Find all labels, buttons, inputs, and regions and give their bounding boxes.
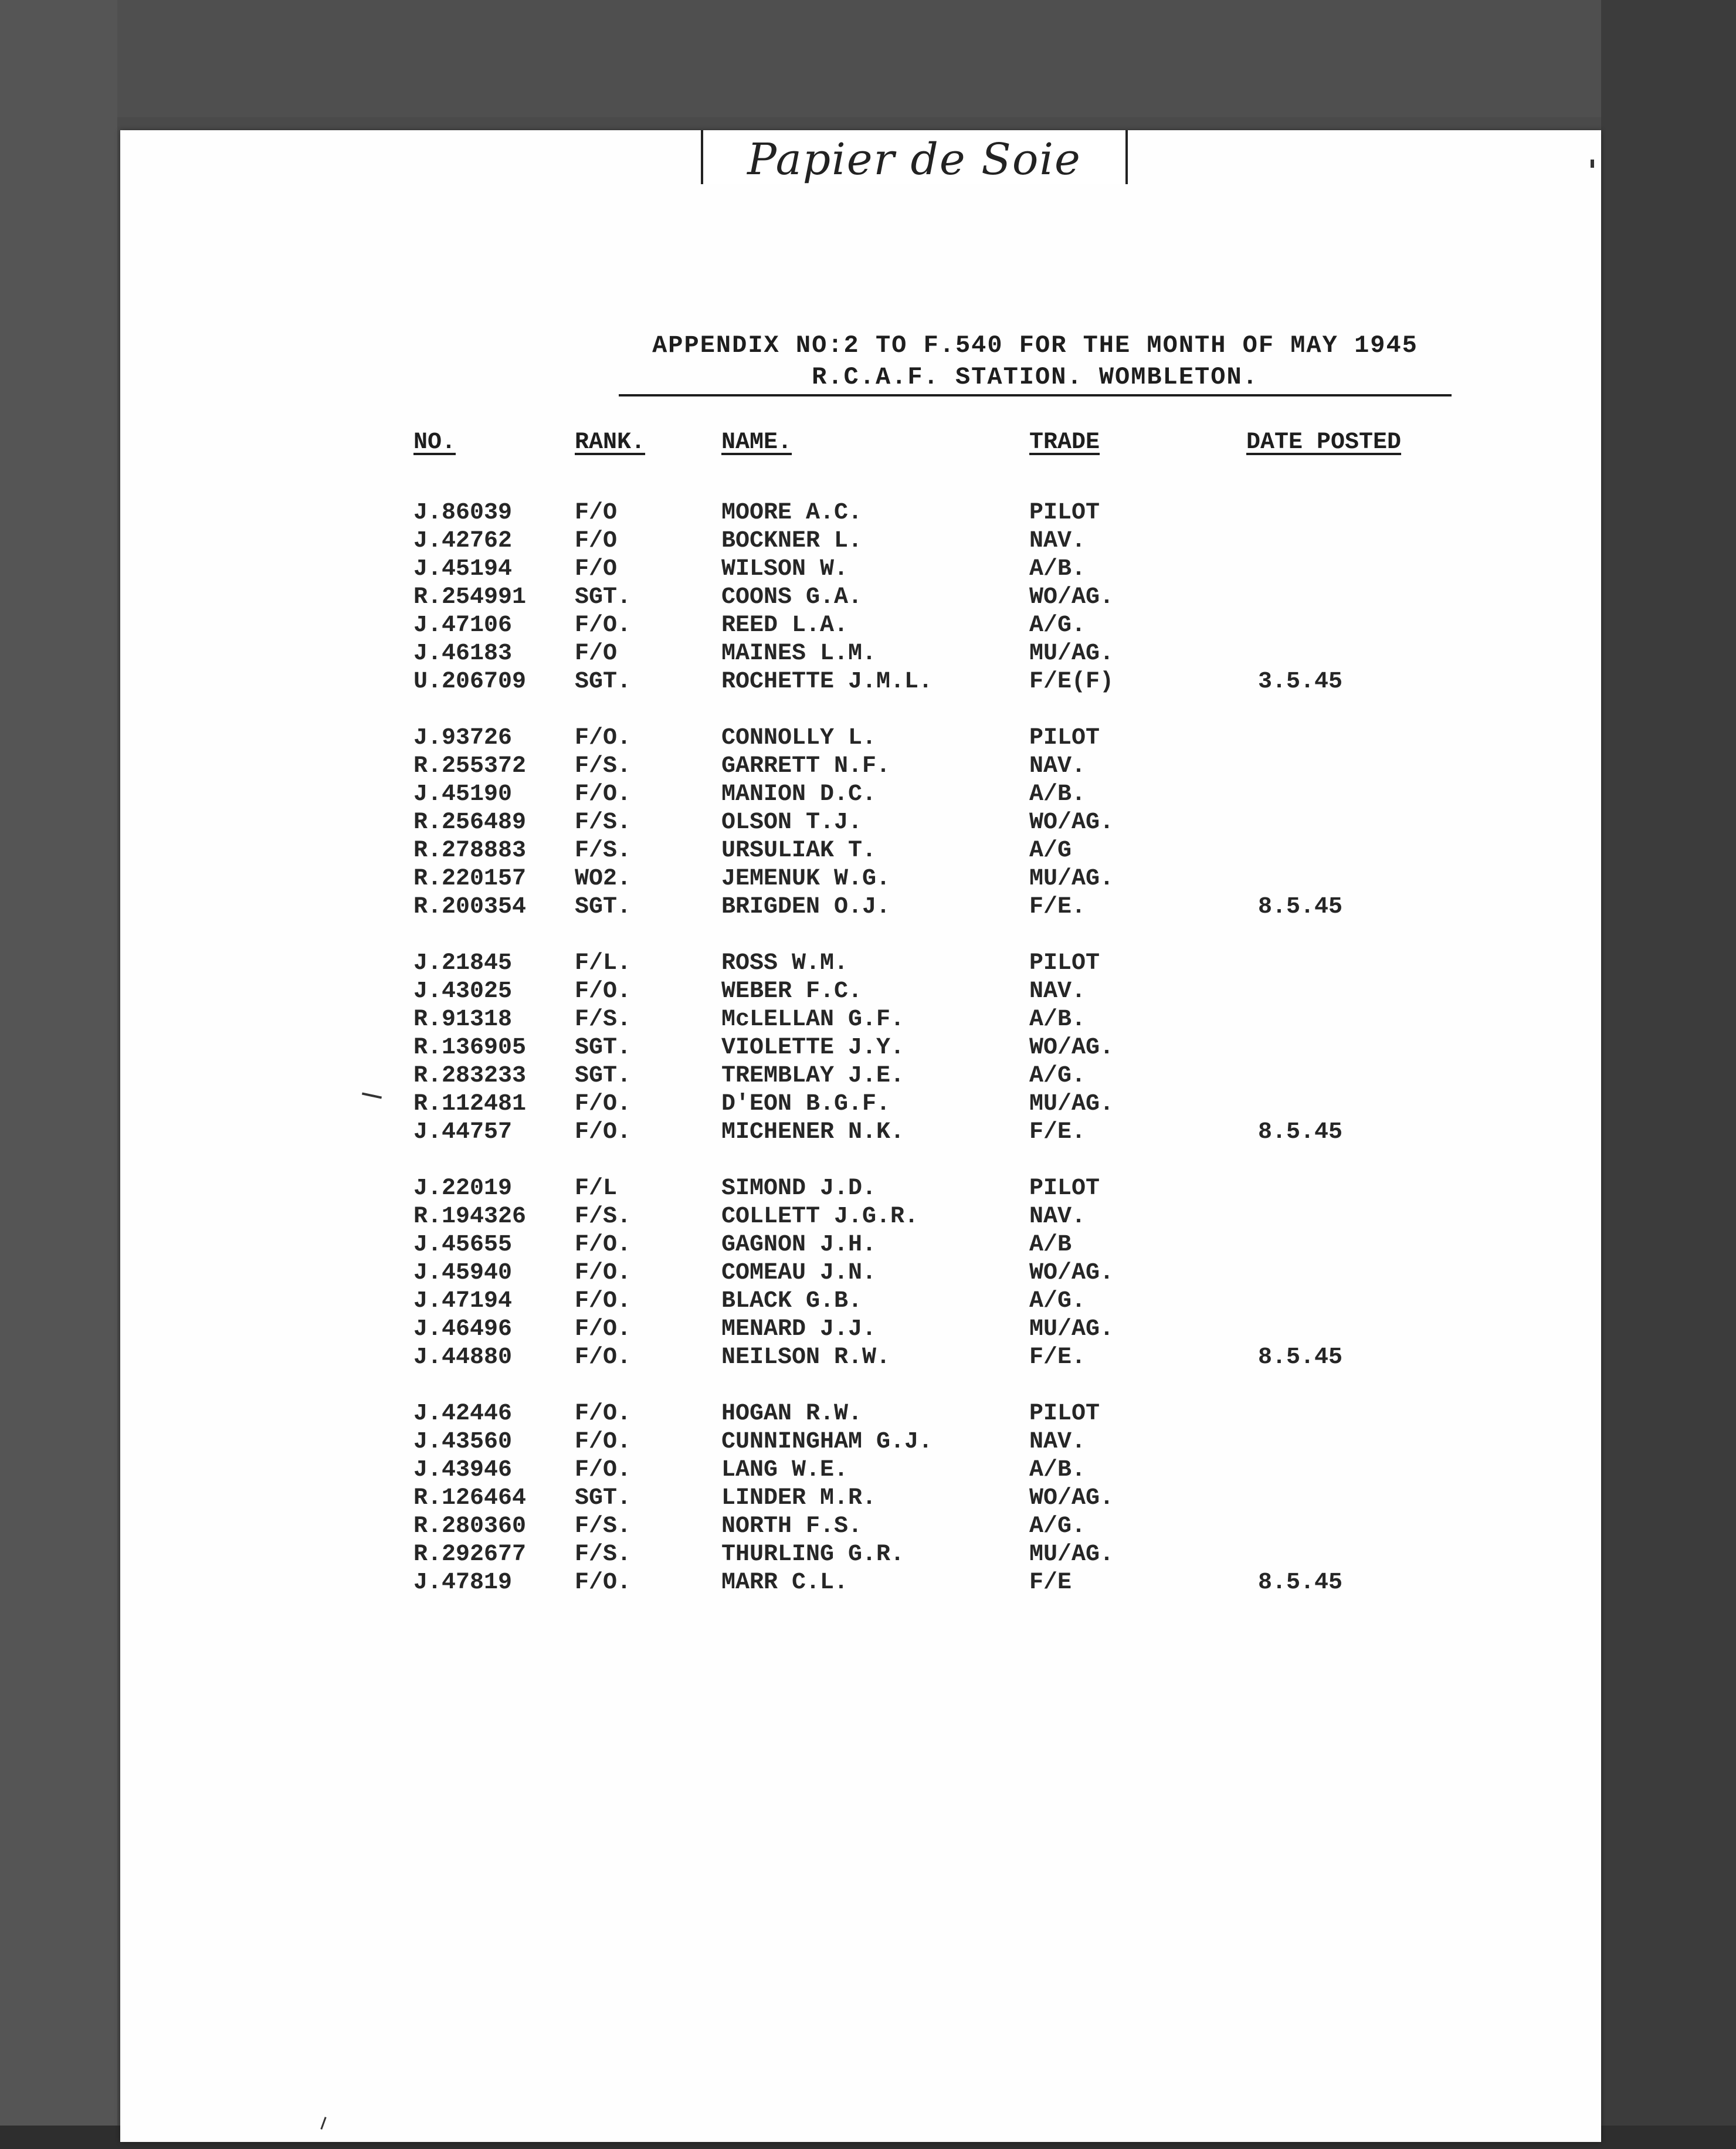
crew-group [413, 725, 1586, 922]
table-row [413, 1260, 1586, 1288]
service-number: J.47106 [413, 612, 513, 639]
rank: F/O. [575, 1344, 632, 1371]
crew-name: VIOLETTE J.Y. [721, 1035, 905, 1061]
crew-name: WILSON W. [721, 556, 849, 582]
service-number: R.280360 [413, 1513, 527, 1540]
rank: F/L. [575, 950, 632, 977]
document-heading [619, 330, 1452, 396]
service-number: R.194326 [413, 1204, 527, 1230]
crew-name: MAINES L.M. [721, 640, 877, 667]
service-number: J.47194 [413, 1288, 513, 1314]
table-row [413, 1091, 1586, 1119]
service-number: J.21845 [413, 950, 513, 977]
rank: F/S. [575, 838, 632, 864]
crew-name: MOORE A.C. [721, 500, 863, 526]
stray-mark [320, 2117, 326, 2130]
crew-name: ROCHETTE J.M.L. [721, 669, 933, 695]
table-row [413, 1401, 1586, 1429]
crew-name: GARRETT N.F. [721, 753, 891, 779]
table-row [413, 978, 1586, 1006]
rank: F/O. [575, 612, 632, 639]
trade: WO/AG. [1029, 584, 1114, 611]
crew-name: COONS G.A. [721, 584, 863, 611]
table-row [413, 1541, 1586, 1570]
service-number: J.43946 [413, 1457, 513, 1483]
rank: F/O. [575, 1429, 632, 1455]
crew-name: CONNOLLY L. [721, 725, 877, 751]
trade: F/E. [1029, 894, 1086, 920]
rank: F/O. [575, 1570, 632, 1596]
crew-name: MARR C.L. [721, 1570, 849, 1596]
scan-frame-left [0, 0, 117, 2149]
crew-name: ROSS W.M. [721, 950, 849, 977]
trade: A/G. [1029, 1513, 1086, 1540]
table-row [413, 1232, 1586, 1260]
heading-line-2: R.C.A.F. STATION. WOMBLETON. [619, 361, 1452, 396]
table-row [413, 640, 1586, 669]
scan-frame-right [1601, 0, 1736, 2149]
trade: WO/AG. [1029, 1035, 1114, 1061]
trade: PILOT [1029, 500, 1100, 526]
table-row [413, 1570, 1586, 1598]
trade: F/E(F) [1029, 669, 1114, 695]
crew-name: OLSON T.J. [721, 809, 863, 836]
rank: WO2. [575, 866, 632, 892]
service-number: J.46183 [413, 640, 513, 667]
trade: A/G. [1029, 1063, 1086, 1089]
date-posted: 8.5.45 [1258, 1344, 1343, 1371]
table-row [413, 1175, 1586, 1204]
trade: F/E. [1029, 1119, 1086, 1145]
column-headers [413, 429, 1586, 465]
trade: A/B. [1029, 1457, 1086, 1483]
table-row [413, 528, 1586, 556]
table-row [413, 500, 1586, 528]
rank: F/S. [575, 1006, 632, 1033]
stray-mark [362, 1093, 382, 1099]
service-number: J.43560 [413, 1429, 513, 1455]
table-row [413, 838, 1586, 866]
trade: F/E. [1029, 1344, 1086, 1371]
crew-name: McLELLAN G.F. [721, 1006, 905, 1033]
rank: SGT. [575, 1485, 632, 1511]
trade: PILOT [1029, 1401, 1100, 1427]
trade: WO/AG. [1029, 1485, 1114, 1511]
service-number: R.255372 [413, 753, 527, 779]
crew-group [413, 1175, 1586, 1372]
table-row [413, 612, 1586, 640]
service-number: J.44880 [413, 1344, 513, 1371]
rank: F/O [575, 528, 618, 554]
crew-name: SIMOND J.D. [721, 1175, 877, 1202]
crew-name: JEMENUK W.G. [721, 866, 891, 892]
trade: PILOT [1029, 1175, 1100, 1202]
rank: F/S. [575, 1541, 632, 1568]
trade: PILOT [1029, 950, 1100, 977]
rank: F/O. [575, 1119, 632, 1145]
rank: F/S. [575, 1513, 632, 1540]
rank: F/O. [575, 1401, 632, 1427]
service-number: R.112481 [413, 1091, 527, 1117]
table-row [413, 894, 1586, 922]
trade: MU/AG. [1029, 640, 1114, 667]
crew-name: COLLETT J.G.R. [721, 1204, 919, 1230]
trade: NAV. [1029, 1204, 1086, 1230]
service-number: R.256489 [413, 809, 527, 836]
table-row [413, 753, 1586, 781]
trade: A/G. [1029, 1288, 1086, 1314]
service-number: R.91318 [413, 1006, 513, 1033]
column-header-date-posted: DATE POSTED [1246, 429, 1402, 456]
crew-name: HOGAN R.W. [721, 1401, 863, 1427]
service-number: J.45655 [413, 1232, 513, 1258]
heading-line-1: APPENDIX NO:2 TO F.540 FOR THE MONTH OF MAY 1945 [652, 331, 1418, 360]
crew-name: CUNNINGHAM G.J. [721, 1429, 933, 1455]
trade: A/B. [1029, 556, 1086, 582]
rank: SGT. [575, 584, 632, 611]
service-number: R.200354 [413, 894, 527, 920]
rank: F/L [575, 1175, 618, 1202]
rank: F/O. [575, 725, 632, 751]
rank: F/O. [575, 1457, 632, 1483]
table-row [413, 1344, 1586, 1372]
date-posted: 8.5.45 [1258, 1119, 1343, 1145]
trade: A/B. [1029, 781, 1086, 808]
service-number: R.136905 [413, 1035, 527, 1061]
service-number: R.292677 [413, 1541, 527, 1568]
crew-name: NEILSON R.W. [721, 1344, 891, 1371]
trade: MU/AG. [1029, 1316, 1114, 1343]
service-number: U.206709 [413, 669, 527, 695]
trade: NAV. [1029, 1429, 1086, 1455]
table-row [413, 809, 1586, 838]
service-number: J.45190 [413, 781, 513, 808]
service-number: R.126464 [413, 1485, 527, 1511]
crew-name: BRIGDEN O.J. [721, 894, 891, 920]
column-header-trade: TRADE [1029, 429, 1100, 456]
crew-name: WEBER F.C. [721, 978, 863, 1005]
crew-name: REED L.A. [721, 612, 849, 639]
trade: NAV. [1029, 753, 1086, 779]
service-number: J.43025 [413, 978, 513, 1005]
crew-name: MICHENER N.K. [721, 1119, 905, 1145]
table-row [413, 669, 1586, 697]
table-row [413, 1429, 1586, 1457]
crew-list [413, 500, 1586, 1626]
rank: SGT. [575, 894, 632, 920]
stray-mark [1591, 160, 1594, 168]
service-number: J.22019 [413, 1175, 513, 1202]
table-row [413, 1288, 1586, 1316]
service-number: R.254991 [413, 584, 527, 611]
table-row [413, 1006, 1586, 1035]
scan-frame-top [0, 0, 1736, 117]
service-number: J.86039 [413, 500, 513, 526]
date-posted: 8.5.45 [1258, 894, 1343, 920]
table-row [413, 1063, 1586, 1091]
table-row [413, 866, 1586, 894]
date-posted: 8.5.45 [1258, 1570, 1343, 1596]
crew-group [413, 500, 1586, 697]
table-row [413, 950, 1586, 978]
service-number: J.45194 [413, 556, 513, 582]
column-header-rank: RANK. [575, 429, 646, 456]
trade: WO/AG. [1029, 1260, 1114, 1286]
table-row [413, 1204, 1586, 1232]
handwritten-note: Papier de Soie [701, 130, 1128, 184]
service-number: J.42446 [413, 1401, 513, 1427]
crew-name: NORTH F.S. [721, 1513, 863, 1540]
rank: F/S. [575, 809, 632, 836]
rank: SGT. [575, 1063, 632, 1089]
trade: NAV. [1029, 978, 1086, 1005]
column-header-name: NAME. [721, 429, 792, 456]
document-page [120, 130, 1601, 2142]
trade: MU/AG. [1029, 1091, 1114, 1117]
trade: WO/AG. [1029, 809, 1114, 836]
service-number: J.44757 [413, 1119, 513, 1145]
rank: F/O [575, 500, 618, 526]
trade: F/E [1029, 1570, 1072, 1596]
crew-name: BLACK G.B. [721, 1288, 863, 1314]
crew-name: LANG W.E. [721, 1457, 849, 1483]
service-number: J.42762 [413, 528, 513, 554]
service-number: J.47819 [413, 1570, 513, 1596]
service-number: J.93726 [413, 725, 513, 751]
table-row [413, 1035, 1586, 1063]
rank: F/O. [575, 1260, 632, 1286]
trade: PILOT [1029, 725, 1100, 751]
column-header-no: NO. [413, 429, 456, 456]
rank: F/O. [575, 1232, 632, 1258]
table-row [413, 1485, 1586, 1513]
table-row [413, 556, 1586, 584]
rank: F/S. [575, 753, 632, 779]
service-number: R.283233 [413, 1063, 527, 1089]
service-number: R.278883 [413, 838, 527, 864]
trade: MU/AG. [1029, 866, 1114, 892]
crew-name: MENARD J.J. [721, 1316, 877, 1343]
crew-group [413, 1401, 1586, 1598]
rank: F/O. [575, 1316, 632, 1343]
crew-name: LINDER M.R. [721, 1485, 877, 1511]
trade: MU/AG. [1029, 1541, 1114, 1568]
table-row [413, 584, 1586, 612]
rank: F/O. [575, 781, 632, 808]
service-number: J.45940 [413, 1260, 513, 1286]
crew-name: TREMBLAY J.E. [721, 1063, 905, 1089]
trade: A/G [1029, 838, 1072, 864]
crew-name: D'EON B.G.F. [721, 1091, 891, 1117]
table-row [413, 725, 1586, 753]
service-number: R.220157 [413, 866, 527, 892]
rank: F/O [575, 640, 618, 667]
rank: SGT. [575, 1035, 632, 1061]
crew-name: BOCKNER L. [721, 528, 863, 554]
table-row [413, 1457, 1586, 1485]
rank: F/S. [575, 1204, 632, 1230]
rank: F/O. [575, 1288, 632, 1314]
trade: A/B [1029, 1232, 1072, 1258]
crew-name: GAGNON J.H. [721, 1232, 877, 1258]
trade: A/G. [1029, 612, 1086, 639]
crew-name: MANION D.C. [721, 781, 877, 808]
table-row [413, 1316, 1586, 1344]
rank: F/O [575, 556, 618, 582]
table-row [413, 781, 1586, 809]
table-row [413, 1119, 1586, 1147]
table-row [413, 1513, 1586, 1541]
rank: F/O. [575, 978, 632, 1005]
service-number: J.46496 [413, 1316, 513, 1343]
crew-name: URSULIAK T. [721, 838, 877, 864]
crew-name: COMEAU J.N. [721, 1260, 877, 1286]
rank: F/O. [575, 1091, 632, 1117]
rank: SGT. [575, 669, 632, 695]
date-posted: 3.5.45 [1258, 669, 1343, 695]
trade: A/B. [1029, 1006, 1086, 1033]
crew-group [413, 950, 1586, 1147]
trade: NAV. [1029, 528, 1086, 554]
crew-name: THURLING G.R. [721, 1541, 905, 1568]
